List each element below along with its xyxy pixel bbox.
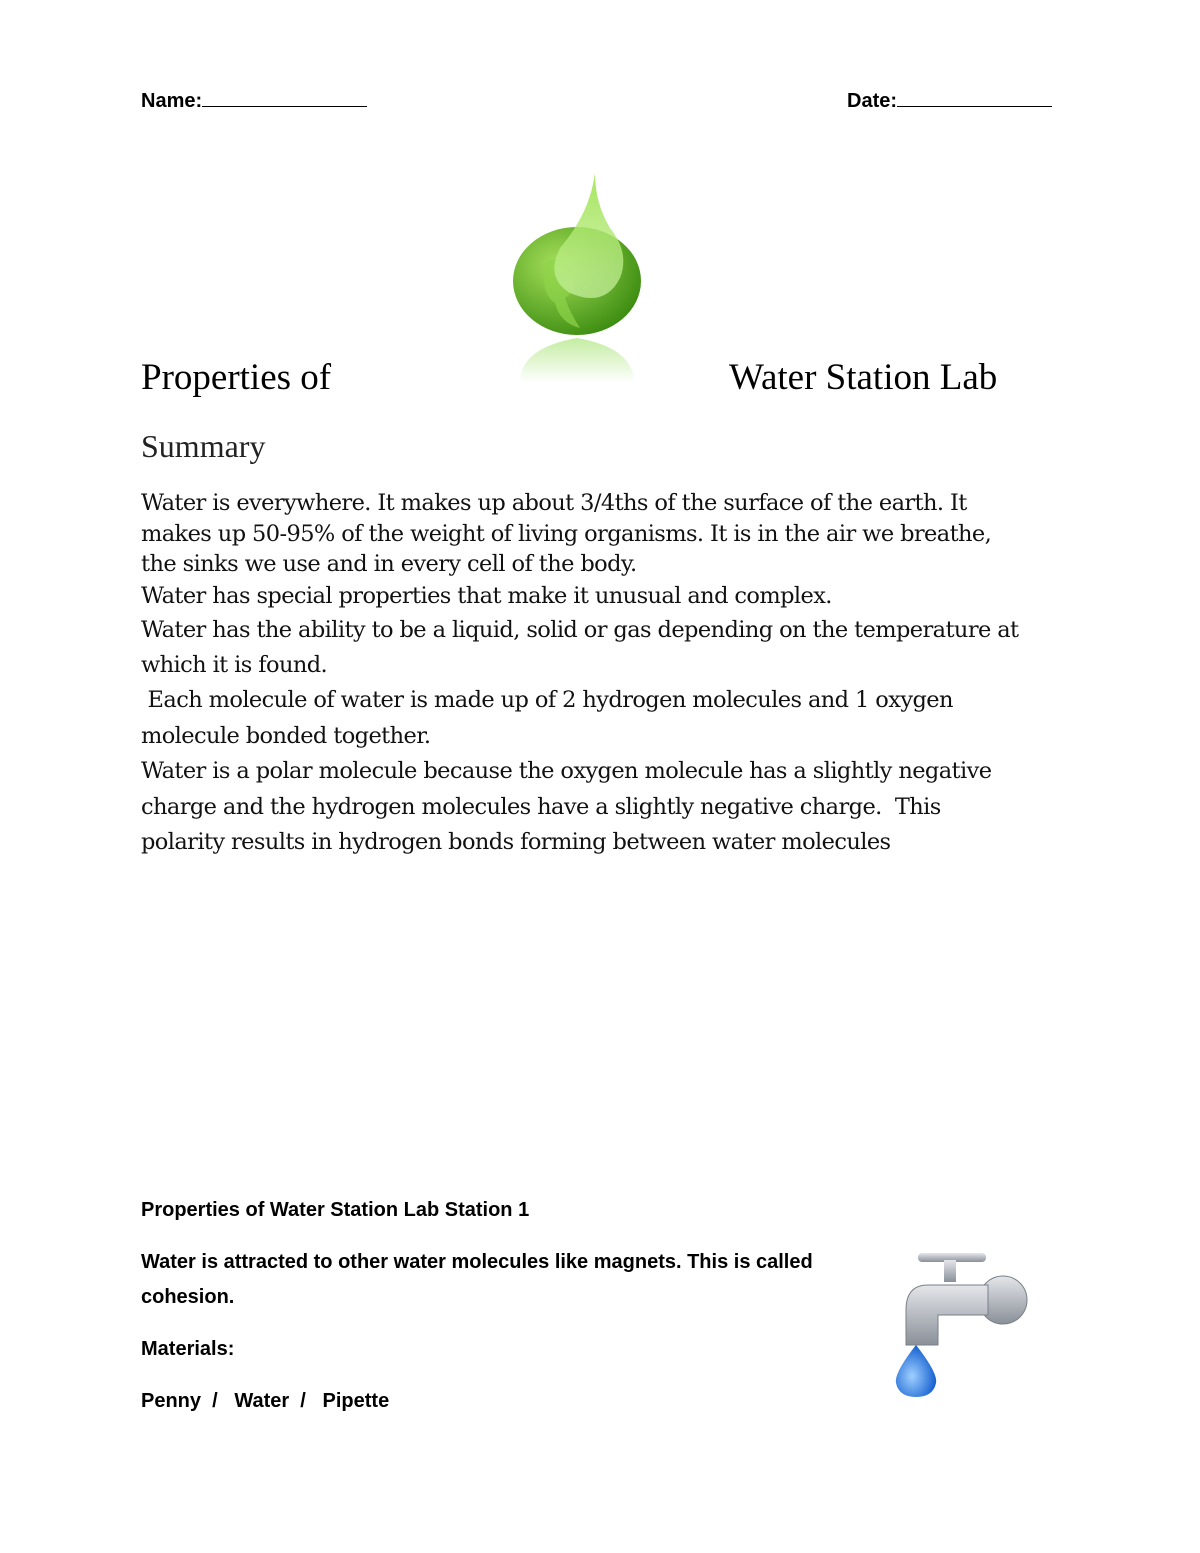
date-label: Date:	[847, 90, 898, 112]
name-field	[141, 88, 367, 113]
summary-line: molecule bonded together.	[141, 723, 431, 749]
summary-line: polarity results in hydrogen bonds forming between water molecules	[141, 829, 891, 855]
materials-label: Materials:	[141, 1338, 235, 1360]
summary-line: Each molecule of water is made up of 2 hydrogen molecules and 1 oxygen	[141, 687, 953, 713]
name-blank[interactable]	[202, 88, 367, 107]
summary-line: the sinks we use and in every cell of the body.	[141, 551, 637, 577]
materials-list: Penny / Water / Pipette	[141, 1390, 390, 1412]
summary-line: charge and the hydrogen molecules have a slightly negative charge. This	[141, 794, 941, 820]
title-left: Properties of	[141, 357, 332, 398]
summary-line: Water is a polar molecule because the oxygen molecule has a slightly negative	[141, 758, 992, 784]
title-right: Water Station Lab	[729, 357, 998, 398]
date-blank[interactable]	[897, 88, 1052, 107]
faucet-icon	[888, 1245, 1033, 1400]
summary-line: Water is everywhere. It makes up about 3/4ths of the surface of the earth. It	[141, 490, 967, 516]
summary-line: makes up 50-95% of the weight of living organisms. It is in the air we breathe,	[141, 521, 992, 547]
date-field	[847, 88, 1052, 113]
green-earth-water-drop-icon	[505, 168, 650, 388]
station1-heading: Properties of Water Station Lab Station 1	[141, 1199, 530, 1221]
summary-line: Water has the ability to be a liquid, solid or gas depending on the temperature at	[141, 617, 1019, 643]
summary-heading: Summary	[141, 428, 266, 464]
station1-description-line: cohesion.	[141, 1286, 235, 1308]
summary-line: which it is found.	[141, 652, 328, 678]
summary-line: Water has special properties that make it unusual and complex.	[141, 583, 832, 609]
name-label: Name:	[141, 90, 203, 112]
station1-description-line: Water is attracted to other water molecules like magnets. This is called	[141, 1251, 813, 1273]
